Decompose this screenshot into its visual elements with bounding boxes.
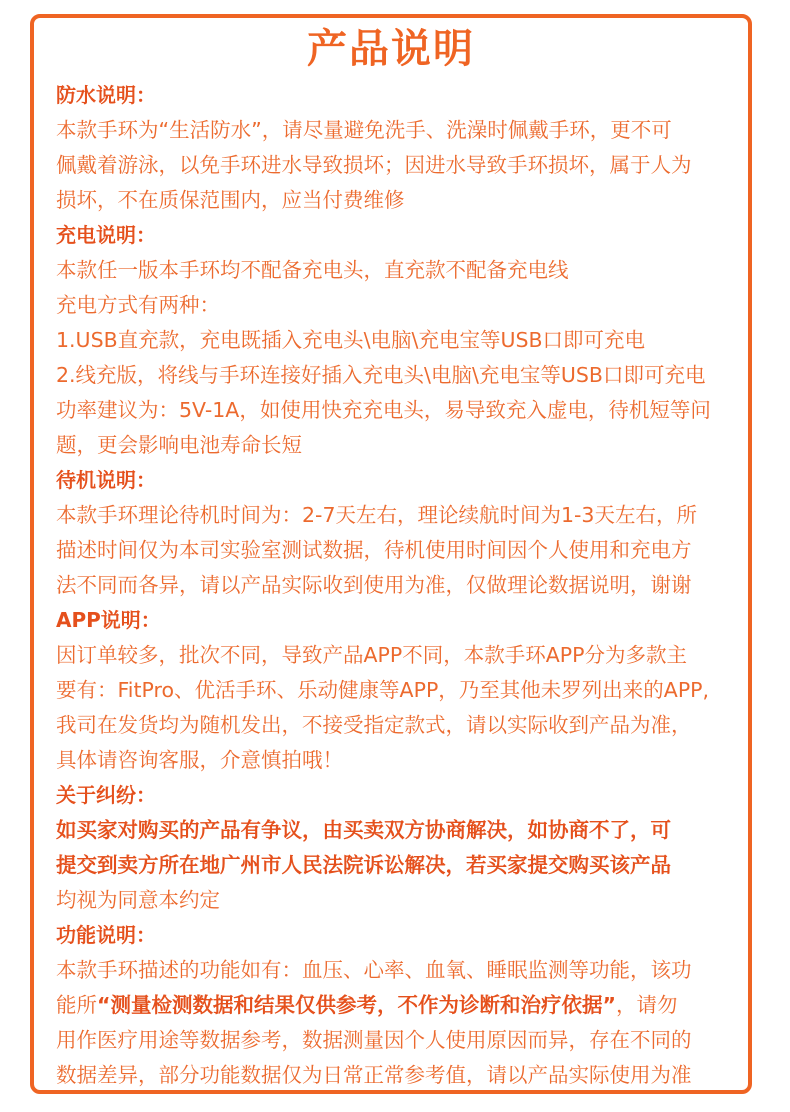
section-line: 题，更会影响电池寿命长短 (56, 433, 302, 457)
section-line: 本款手环描述的功能如有：血压、心率、血氧、睡眠监测等功能，该功 (56, 958, 692, 982)
section-heading: 充电说明： (56, 223, 156, 247)
section-line: 功率建议为：5V-1A，如使用快充充电头，易导致充入虚电，待机短等问 (56, 398, 711, 422)
section-line: 损坏，不在质保范围内，应当付费维修 (56, 188, 405, 212)
section-heading: 待机说明： (56, 468, 156, 492)
section-line: 法不同而各异，请以产品实际收到使用为准，仅做理论数据说明，谢谢 (56, 573, 692, 597)
section-heading: 防水说明： (56, 83, 156, 107)
section-app (56, 603, 742, 778)
section-heading: 功能说明： (56, 923, 156, 947)
section-line: 本款手环理论待机时间为：2-7天左右，理论续航时间为1-3天左右，所 (56, 503, 697, 527)
section-line: 用作医疗用途等数据参考，数据测量因个人使用原因而异，存在不同的 (56, 1028, 692, 1052)
section-line: 数据差异，部分功能数据仅为日常正常参考值，请以产品实际使用为准 (56, 1063, 692, 1087)
section-charging (56, 218, 742, 463)
section-heading: 关于纠纷： (56, 783, 156, 807)
mixed-pre: 能所 (56, 993, 97, 1017)
mixed-post: ，请勿 (615, 993, 678, 1017)
disclaimer-bold: “测量检测数据和结果仅供参考，不作为诊断和治疗依据” (97, 993, 616, 1017)
section-line: 描述时间仅为本司实验室测试数据，待机使用时间因个人使用和充电方 (56, 538, 692, 562)
section-line: 要有：FitPro、优活手环、乐动健康等APP，乃至其他未罗列出来的APP, (56, 678, 710, 702)
section-functions (56, 918, 742, 1093)
section-line: 我司在发货均为随机发出，不接受指定款式，请以实际收到产品为准， (56, 713, 692, 737)
section-line: 因订单较多，批次不同，导致产品APP不同，本款手环APP分为多款主 (56, 643, 687, 667)
section-line: 本款手环为“生活防水”，请尽量避免洗手、洗澡时佩戴手环，更不可 (56, 118, 672, 142)
section-line: 佩戴着游泳，以免手环进水导致损坏；因进水导致手环损坏，属于人为 (56, 153, 692, 177)
section-waterproof (56, 78, 742, 218)
page-title: 产品说明 (307, 26, 475, 72)
section-line: 具体请咨询客服，介意慎拍哦！ (56, 748, 343, 772)
content-body (34, 78, 748, 1093)
section-line: 充电方式有两种： (56, 293, 220, 317)
section-line: 如买家对购买的产品有争议，由买卖双方协商解决，如协商不了，可 (56, 818, 671, 842)
section-line: 2.线充版，将线与手环连接好插入充电头\电脑\充电宝等USB口即可充电 (56, 363, 706, 387)
section-line: 1.USB直充款，充电既插入充电头\电脑\充电宝等USB口即可充电 (56, 328, 646, 352)
section-heading: APP说明： (56, 608, 161, 632)
section-line-mixed (56, 988, 742, 1023)
section-line: 本款任一版本手环均不配备充电头，直充款不配备充电线 (56, 258, 569, 282)
section-line: 均视为同意本约定 (56, 888, 220, 912)
section-line: 提交到卖方所在地广州市人民法院诉讼解决，若买家提交购买该产品 (56, 853, 671, 877)
document-frame (30, 14, 752, 1094)
section-disputes (56, 778, 742, 918)
section-standby (56, 463, 742, 603)
